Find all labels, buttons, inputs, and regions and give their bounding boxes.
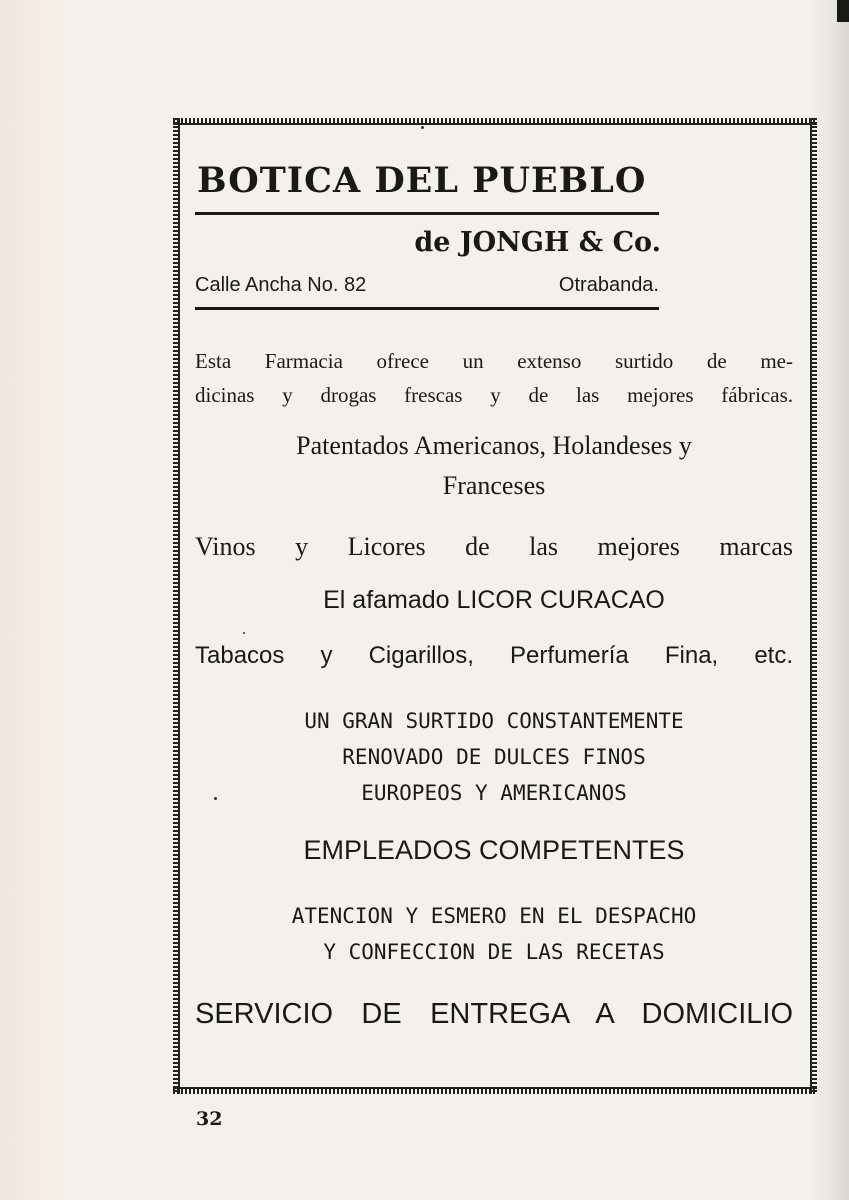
page-shadow-left (0, 0, 70, 1200)
vinos-text: Vinos y Licores de las mejores marcas (195, 532, 793, 561)
dulces-line: EUROPEOS Y AMERICANOS (361, 781, 627, 805)
page-edge-mark (837, 0, 849, 22)
dulces-line: UN GRAN SURTIDO CONSTANTEMENTE (304, 709, 684, 733)
intro-paragraph (195, 344, 793, 412)
patentados-line: Patentados Americanos, Holandeses y (296, 431, 692, 460)
address-district: Otrabanda. (558, 274, 659, 296)
atencion-line: Y CONFECCION DE LAS RECETAS (323, 940, 665, 964)
servicio-text: SERVICIO DE ENTREGA A DOMICILIO (195, 998, 793, 1030)
atencion-line: ATENCION Y ESMERO EN EL DESPACHO (291, 904, 697, 928)
ad-title: BOTICA DEL PUEBLO (197, 160, 647, 201)
address-street: Calle Ancha No. 82 (195, 274, 367, 296)
dulces-line: RENOVADO DE DULCES FINOS (342, 745, 646, 769)
advertisement-frame (173, 118, 817, 1094)
licor-text: El afamado LICOR CURACAO (323, 586, 665, 614)
company-name: de JONGH & Co. (414, 227, 661, 258)
intro-line: dicinas y drogas frescas y de las mejores fábricas. (195, 383, 793, 407)
title-rule (195, 212, 659, 215)
decorative-border-right (810, 118, 817, 1094)
patentados-line: Franceses (442, 471, 546, 500)
empleados-text: EMPLEADOS COMPETENTES (303, 835, 685, 865)
decorative-border-top (173, 118, 817, 125)
decorative-border-left (173, 118, 180, 1094)
page-number: 32 (196, 1108, 223, 1130)
tabacos-text: Tabacos y Cigarillos, Perfumería Fina, etc. (195, 642, 793, 669)
intro-line: Esta Farmacia ofrece un extenso surtido de me- (195, 349, 793, 373)
dulces-text (195, 703, 793, 811)
atencion-text (195, 898, 793, 970)
address-rule (195, 307, 659, 310)
decorative-border-bottom (173, 1087, 817, 1094)
patentados-text (195, 426, 793, 506)
address-line (195, 274, 659, 297)
